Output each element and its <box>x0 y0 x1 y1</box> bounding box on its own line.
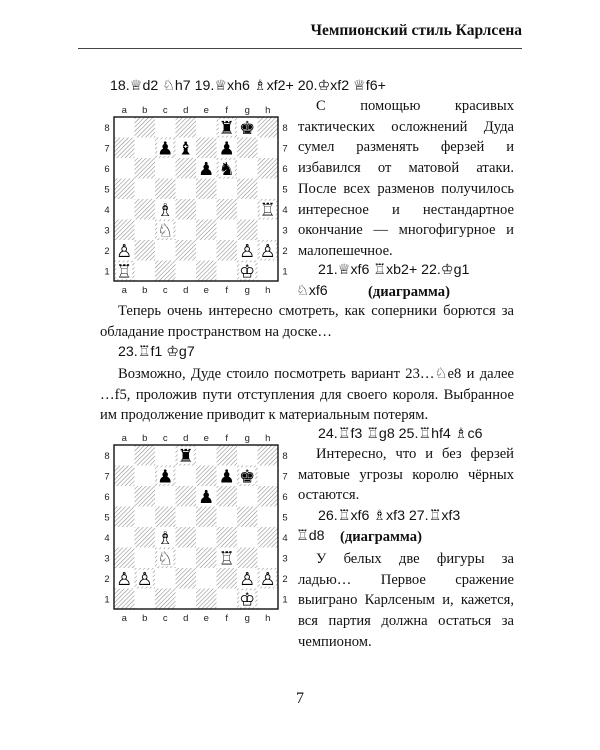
chess-diagram-2 <box>100 430 288 630</box>
file-label-c: c <box>162 285 168 296</box>
rank-label-5: 5 <box>104 512 110 524</box>
board-square <box>135 261 156 282</box>
chess-piece-e6: ♟ <box>198 486 215 507</box>
file-label-e: e <box>203 105 209 116</box>
file-label-f: f <box>225 613 229 624</box>
board-square <box>176 507 197 528</box>
board-square <box>135 179 156 200</box>
rank-label-3: 3 <box>282 553 288 565</box>
file-label-g: g <box>244 285 250 296</box>
chess-piece-d8: ♜ <box>177 445 194 466</box>
board-square <box>114 507 135 528</box>
file-label-d: d <box>183 433 189 444</box>
rank-label-4: 4 <box>104 532 110 544</box>
file-label-d: d <box>183 285 189 296</box>
board-square <box>196 445 217 466</box>
rank-label-6: 6 <box>104 163 110 175</box>
rank-label-3: 3 <box>104 225 110 237</box>
paragraph-right-1: С помощью красивых тактических осложнений Дуда сумел разменять ферзей и избавился от матовой атаки. После всех разменов получилось интересное и нестандартное окончание — многофигурное и малопешечное. <box>298 98 514 259</box>
board-square <box>135 240 156 261</box>
file-label-g: g <box>244 105 250 116</box>
board-square <box>237 486 258 507</box>
board-square <box>176 158 197 179</box>
file-label-h: h <box>265 433 271 444</box>
board-square <box>258 589 279 610</box>
page-number: 7 <box>296 690 304 707</box>
chess-piece-g1: ♔ <box>239 589 256 610</box>
board-square <box>114 117 135 138</box>
board-square <box>196 589 217 610</box>
chess-piece-e6: ♟ <box>198 158 215 179</box>
board-square <box>155 179 176 200</box>
board-square <box>155 507 176 528</box>
file-label-d: d <box>183 613 189 624</box>
rank-label-8: 8 <box>104 450 110 462</box>
paragraph-full-1: Теперь очень интересно смотреть, как соперники борются за обладание пространством на доске… <box>100 303 514 340</box>
file-label-h: h <box>265 105 271 116</box>
board-square <box>196 179 217 200</box>
file-label-b: b <box>142 105 148 116</box>
file-label-d: d <box>183 105 189 116</box>
board-square <box>135 158 156 179</box>
running-header: Чемпионский стиль Карлсена <box>310 22 522 39</box>
rank-label-3: 3 <box>282 225 288 237</box>
board-square <box>258 507 279 528</box>
board-square <box>135 486 156 507</box>
rank-label-7: 7 <box>104 143 110 155</box>
rank-label-2: 2 <box>104 573 110 585</box>
file-label-c: c <box>162 433 168 444</box>
rank-label-6: 6 <box>104 491 110 503</box>
board-square <box>217 589 238 610</box>
rank-label-4: 4 <box>282 204 288 216</box>
board-square <box>258 158 279 179</box>
chess-piece-h2: ♙ <box>259 240 276 261</box>
board-square <box>135 527 156 548</box>
file-label-f: f <box>225 433 229 444</box>
board-square <box>237 199 258 220</box>
board-square <box>217 568 238 589</box>
chess-piece-d7: ♝ <box>177 138 194 159</box>
board-square <box>155 158 176 179</box>
board-square <box>237 220 258 241</box>
rank-label-8: 8 <box>282 450 288 462</box>
board-square <box>176 240 197 261</box>
board-square <box>217 507 238 528</box>
rank-label-1: 1 <box>104 594 110 606</box>
board-square <box>258 486 279 507</box>
board-square <box>114 486 135 507</box>
board-square <box>258 548 279 569</box>
board-square <box>196 261 217 282</box>
board-square <box>237 138 258 159</box>
board-square <box>258 117 279 138</box>
chess-piece-g7: ♚ <box>239 466 256 487</box>
board-square <box>155 261 176 282</box>
chess-piece-c7: ♟ <box>157 466 174 487</box>
board-square <box>196 527 217 548</box>
chess-piece-c4: ♗ <box>157 199 174 220</box>
rank-label-1: 1 <box>282 266 288 278</box>
rank-label-6: 6 <box>282 491 288 503</box>
board-square <box>258 220 279 241</box>
board-square <box>176 261 197 282</box>
board-square <box>196 548 217 569</box>
board-square <box>114 199 135 220</box>
file-label-f: f <box>225 285 229 296</box>
board-square <box>114 445 135 466</box>
board-square <box>135 117 156 138</box>
board-square <box>237 507 258 528</box>
chess-piece-g2: ♙ <box>239 568 256 589</box>
chess-diagram-1 <box>100 102 288 296</box>
chess-piece-g8: ♚ <box>239 117 256 138</box>
rank-label-7: 7 <box>104 471 110 483</box>
rank-label-7: 7 <box>282 471 288 483</box>
board-square <box>155 117 176 138</box>
moves-line-5: 24.♖f3 ♖g8 25.♖hf4 ♗c6 <box>318 426 483 442</box>
board-square <box>135 589 156 610</box>
chess-piece-b2: ♙ <box>136 568 153 589</box>
board-square <box>217 527 238 548</box>
rank-label-5: 5 <box>104 184 110 196</box>
chess-piece-a2: ♙ <box>116 240 133 261</box>
header-rule <box>78 48 522 49</box>
board-square <box>176 117 197 138</box>
chess-piece-c7: ♟ <box>157 138 174 159</box>
moves-line-4: 23.♖f1 ♔g7 <box>118 344 195 360</box>
chess-piece-c3: ♘ <box>157 548 174 569</box>
board-square <box>196 240 217 261</box>
board-square <box>217 220 238 241</box>
file-label-a: a <box>121 285 127 296</box>
diagram-label-2: (диаграмма) <box>340 529 422 545</box>
rank-label-4: 4 <box>104 204 110 216</box>
paragraph-right-2: Интересно, что и без ферзей матовые угрозы королю чёрных остаются. <box>298 446 514 504</box>
rank-label-6: 6 <box>282 163 288 175</box>
chess-piece-a1: ♖ <box>116 261 133 282</box>
file-label-g: g <box>244 613 250 624</box>
board-square <box>176 527 197 548</box>
file-label-e: e <box>203 613 209 624</box>
rank-label-1: 1 <box>282 594 288 606</box>
board-square <box>114 548 135 569</box>
board-square <box>176 568 197 589</box>
board-square <box>176 179 197 200</box>
board-square <box>114 158 135 179</box>
board-square <box>176 199 197 220</box>
moves-line-1: 18.♕d2 ♘h7 19.♕xh6 ♗xf2+ 20.♔xf2 ♕f6+ <box>110 78 386 94</box>
rank-label-7: 7 <box>282 143 288 155</box>
moves-line-6: 26.♖xf6 ♗xf3 27.♖xf3 <box>318 508 461 524</box>
file-label-b: b <box>142 285 148 296</box>
rank-label-2: 2 <box>104 245 110 257</box>
file-label-a: a <box>121 105 127 116</box>
board-square <box>135 138 156 159</box>
rank-label-2: 2 <box>282 245 288 257</box>
board-square <box>217 199 238 220</box>
board-square <box>217 445 238 466</box>
chess-piece-h4: ♖ <box>259 199 276 220</box>
chess-piece-a2: ♙ <box>116 568 133 589</box>
board-square <box>217 261 238 282</box>
board-square <box>114 466 135 487</box>
rank-label-3: 3 <box>104 553 110 565</box>
board-square <box>258 138 279 159</box>
chess-piece-c3: ♘ <box>157 220 174 241</box>
board-square <box>196 138 217 159</box>
file-label-a: a <box>121 433 127 444</box>
chess-piece-f8: ♜ <box>218 117 235 138</box>
board-square <box>258 466 279 487</box>
rank-label-5: 5 <box>282 512 288 524</box>
board-square <box>114 527 135 548</box>
board-square <box>237 158 258 179</box>
rank-label-4: 4 <box>282 532 288 544</box>
board-square <box>114 220 135 241</box>
chess-piece-f6: ♞ <box>218 158 235 179</box>
board-square <box>196 220 217 241</box>
diagram-label-1: (диаграмма) <box>368 284 450 300</box>
rank-label-8: 8 <box>104 122 110 134</box>
board-square <box>258 527 279 548</box>
chess-piece-g2: ♙ <box>239 240 256 261</box>
board-square <box>258 261 279 282</box>
board-square <box>237 445 258 466</box>
board-square <box>176 548 197 569</box>
chess-piece-f7: ♟ <box>218 138 235 159</box>
file-label-f: f <box>225 105 229 116</box>
board-square <box>237 527 258 548</box>
file-label-h: h <box>265 613 271 624</box>
file-label-c: c <box>162 613 168 624</box>
board-square <box>155 589 176 610</box>
moves-line-3: ♘xf6 <box>296 283 328 299</box>
rank-label-5: 5 <box>282 184 288 196</box>
rank-label-2: 2 <box>282 573 288 585</box>
paragraph-right-3: У белых две фигуры за ладью… Первое сражение выиграно Карлсеным и, кажется, вся партия должна остаться за чемпионом. <box>298 551 514 650</box>
board-square <box>217 179 238 200</box>
moves-line-2: 21.♕xf6 ♖xb2+ 22.♔g1 <box>318 262 470 278</box>
chess-piece-h2: ♙ <box>259 568 276 589</box>
board-square <box>237 548 258 569</box>
file-label-a: a <box>121 613 127 624</box>
board-square <box>155 568 176 589</box>
board-square <box>217 486 238 507</box>
file-label-g: g <box>244 433 250 444</box>
rank-label-8: 8 <box>282 122 288 134</box>
board-square <box>155 486 176 507</box>
file-label-c: c <box>162 105 168 116</box>
board-square <box>176 220 197 241</box>
board-square <box>196 507 217 528</box>
file-label-b: b <box>142 433 148 444</box>
board-square <box>155 445 176 466</box>
paragraph-full-2: Возможно, Дуде стоило посмотреть вариант 23…♘e8 и далее …f5, проложив пути отступления для своего короля. Выбранное им продолжение приводит к материальным потерям. <box>100 366 514 424</box>
chess-piece-g1: ♔ <box>239 261 256 282</box>
board-square <box>176 466 197 487</box>
board-square <box>135 548 156 569</box>
file-label-h: h <box>265 285 271 296</box>
board-square <box>114 589 135 610</box>
chess-piece-f7: ♟ <box>218 466 235 487</box>
board-square <box>114 138 135 159</box>
board-square <box>196 568 217 589</box>
board-square <box>135 445 156 466</box>
board-square <box>155 240 176 261</box>
board-square <box>135 220 156 241</box>
moves-line-7: ♖d8 <box>296 528 325 544</box>
board-square <box>114 179 135 200</box>
chess-piece-c4: ♗ <box>157 527 174 548</box>
board-square <box>196 199 217 220</box>
board-square <box>196 117 217 138</box>
board-square <box>196 466 217 487</box>
board-square <box>176 589 197 610</box>
file-label-e: e <box>203 433 209 444</box>
file-label-b: b <box>142 613 148 624</box>
board-square <box>258 445 279 466</box>
board-square <box>135 199 156 220</box>
file-label-e: e <box>203 285 209 296</box>
chess-piece-f3: ♖ <box>218 548 235 569</box>
board-square <box>217 240 238 261</box>
board-square <box>135 466 156 487</box>
board-square <box>176 486 197 507</box>
board-square <box>135 507 156 528</box>
board-square <box>258 179 279 200</box>
board-square <box>237 179 258 200</box>
rank-label-1: 1 <box>104 266 110 278</box>
